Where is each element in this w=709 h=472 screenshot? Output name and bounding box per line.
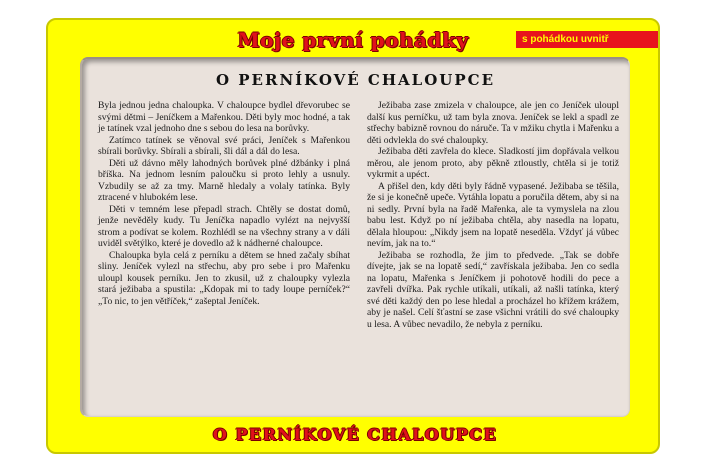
story-paragraph: Ježibaba se rozhodla, že jim to předvede. „Tak se dobře dívejte, jak se na lopatě sedí,“ zavřískala ježibaba. Jen co sedla na lopatu, Mařenka s Jeníčkem ji pohotově hodili do pece a zavřeli dvířka. Pak rychle utíkali, utíkali, až našli tatínka, který své děti každý den po lese hledal a procházel ho křížem krážem, aby je našel. Celí šťastní se zase všichni vrátili do své chaloupky u lesa. A vůbec nevadilo, že nebyla z perníku. (367, 249, 619, 330)
story-left-column (98, 100, 350, 307)
story-paragraph: Ježibaba zase zmizela v chaloupce, ale jen co Jeníček uloupl další kus perníčku, už tam byla znova. Jeníček se lekl a spadl ze střechy babizně rovnou do náruče. Ta v mžiku chytla i Mařenku a děti odvlekla do své chaloupky. (367, 100, 619, 146)
footer-title: O PERNÍKOVÉ CHALOUPCE (212, 425, 498, 444)
story-panel (80, 57, 630, 417)
story-right-column (367, 100, 619, 330)
story-paragraph: A přišel den, kdy děti byly řádně vypasené. Ježibaba se těšila, že si je konečně upeče. Vytáhla lopatu a poručila dětem, aby si na ni sedly. První byla na řadě Mařenka, ale ta vymyslela na zlou babu lest. Když po ní ježibaba chtěla, aby nasedla na lopatu, dělala hloupou: „Nikdy jsem na lopatě neseděla. Vždyť já vůbec nevím, jak na to.“ (367, 180, 619, 249)
story-paragraph: Děti v temném lese přepadl strach. Chtěly se dostat domů, jenže nevěděly kudy. Tu Jeníčka napadlo vylézt na nejvyšší strom a podívat se kolem. Rozhlédl se na všechny strany a v dáli uviděl světýlko, které je dovedlo až k nádherné chaloupce. (98, 203, 350, 249)
story-paragraph: Děti už dávno měly lahodných borůvek plné džbánky i plná bříška. Na jednom lesním paloučku si proto lehly a usnuly. Vzbudily se až za tmy. Marně hledaly a volaly tatínka. Byly ztracené v hlubokém lese. (98, 157, 350, 203)
story-paragraph: Byla jednou jedna chaloupka. V chaloupce bydlel dřevorubec se svými dětmi – Jeníčkem a Mařenkou. Děti byly moc hodné, a tak je tatínek vzal jednoho dne s sebou do lesa na borůvky. (98, 100, 350, 134)
series-title: Moje první pohádky (237, 28, 469, 52)
story-inside-badge: s pohádkou uvnitř (516, 31, 658, 48)
story-paragraph: Chaloupka byla celá z perníku a dětem se hned začaly sbíhat sliny. Jeníček vylezl na střechu, aby pro sebe i pro Mařenku uloupl kousek perníku. Jen to zkusil, už z chaloupky vylezla stará ježibaba a spustila: „Kdopak mi to tady loupe perníček?“ „To nic, to jen větříček,“ zašeptal Jeníček. (98, 249, 350, 307)
story-title: O PERNÍKOVÉ CHALOUPCE (215, 71, 496, 89)
story-paragraph: Zatímco tatínek se věnoval své práci, Jeníček s Mařenkou sbírali borůvky. Sbírali a sbírali, šli dál a dál do lesa. (98, 134, 350, 157)
story-paragraph: Ježibaba děti zavřela do klece. Sladkostí jim dopřávala velkou měrou, ale jenom proto, aby pěkně ztloustly, chtěla si je totiž vykrmit a upéct. (367, 146, 619, 180)
